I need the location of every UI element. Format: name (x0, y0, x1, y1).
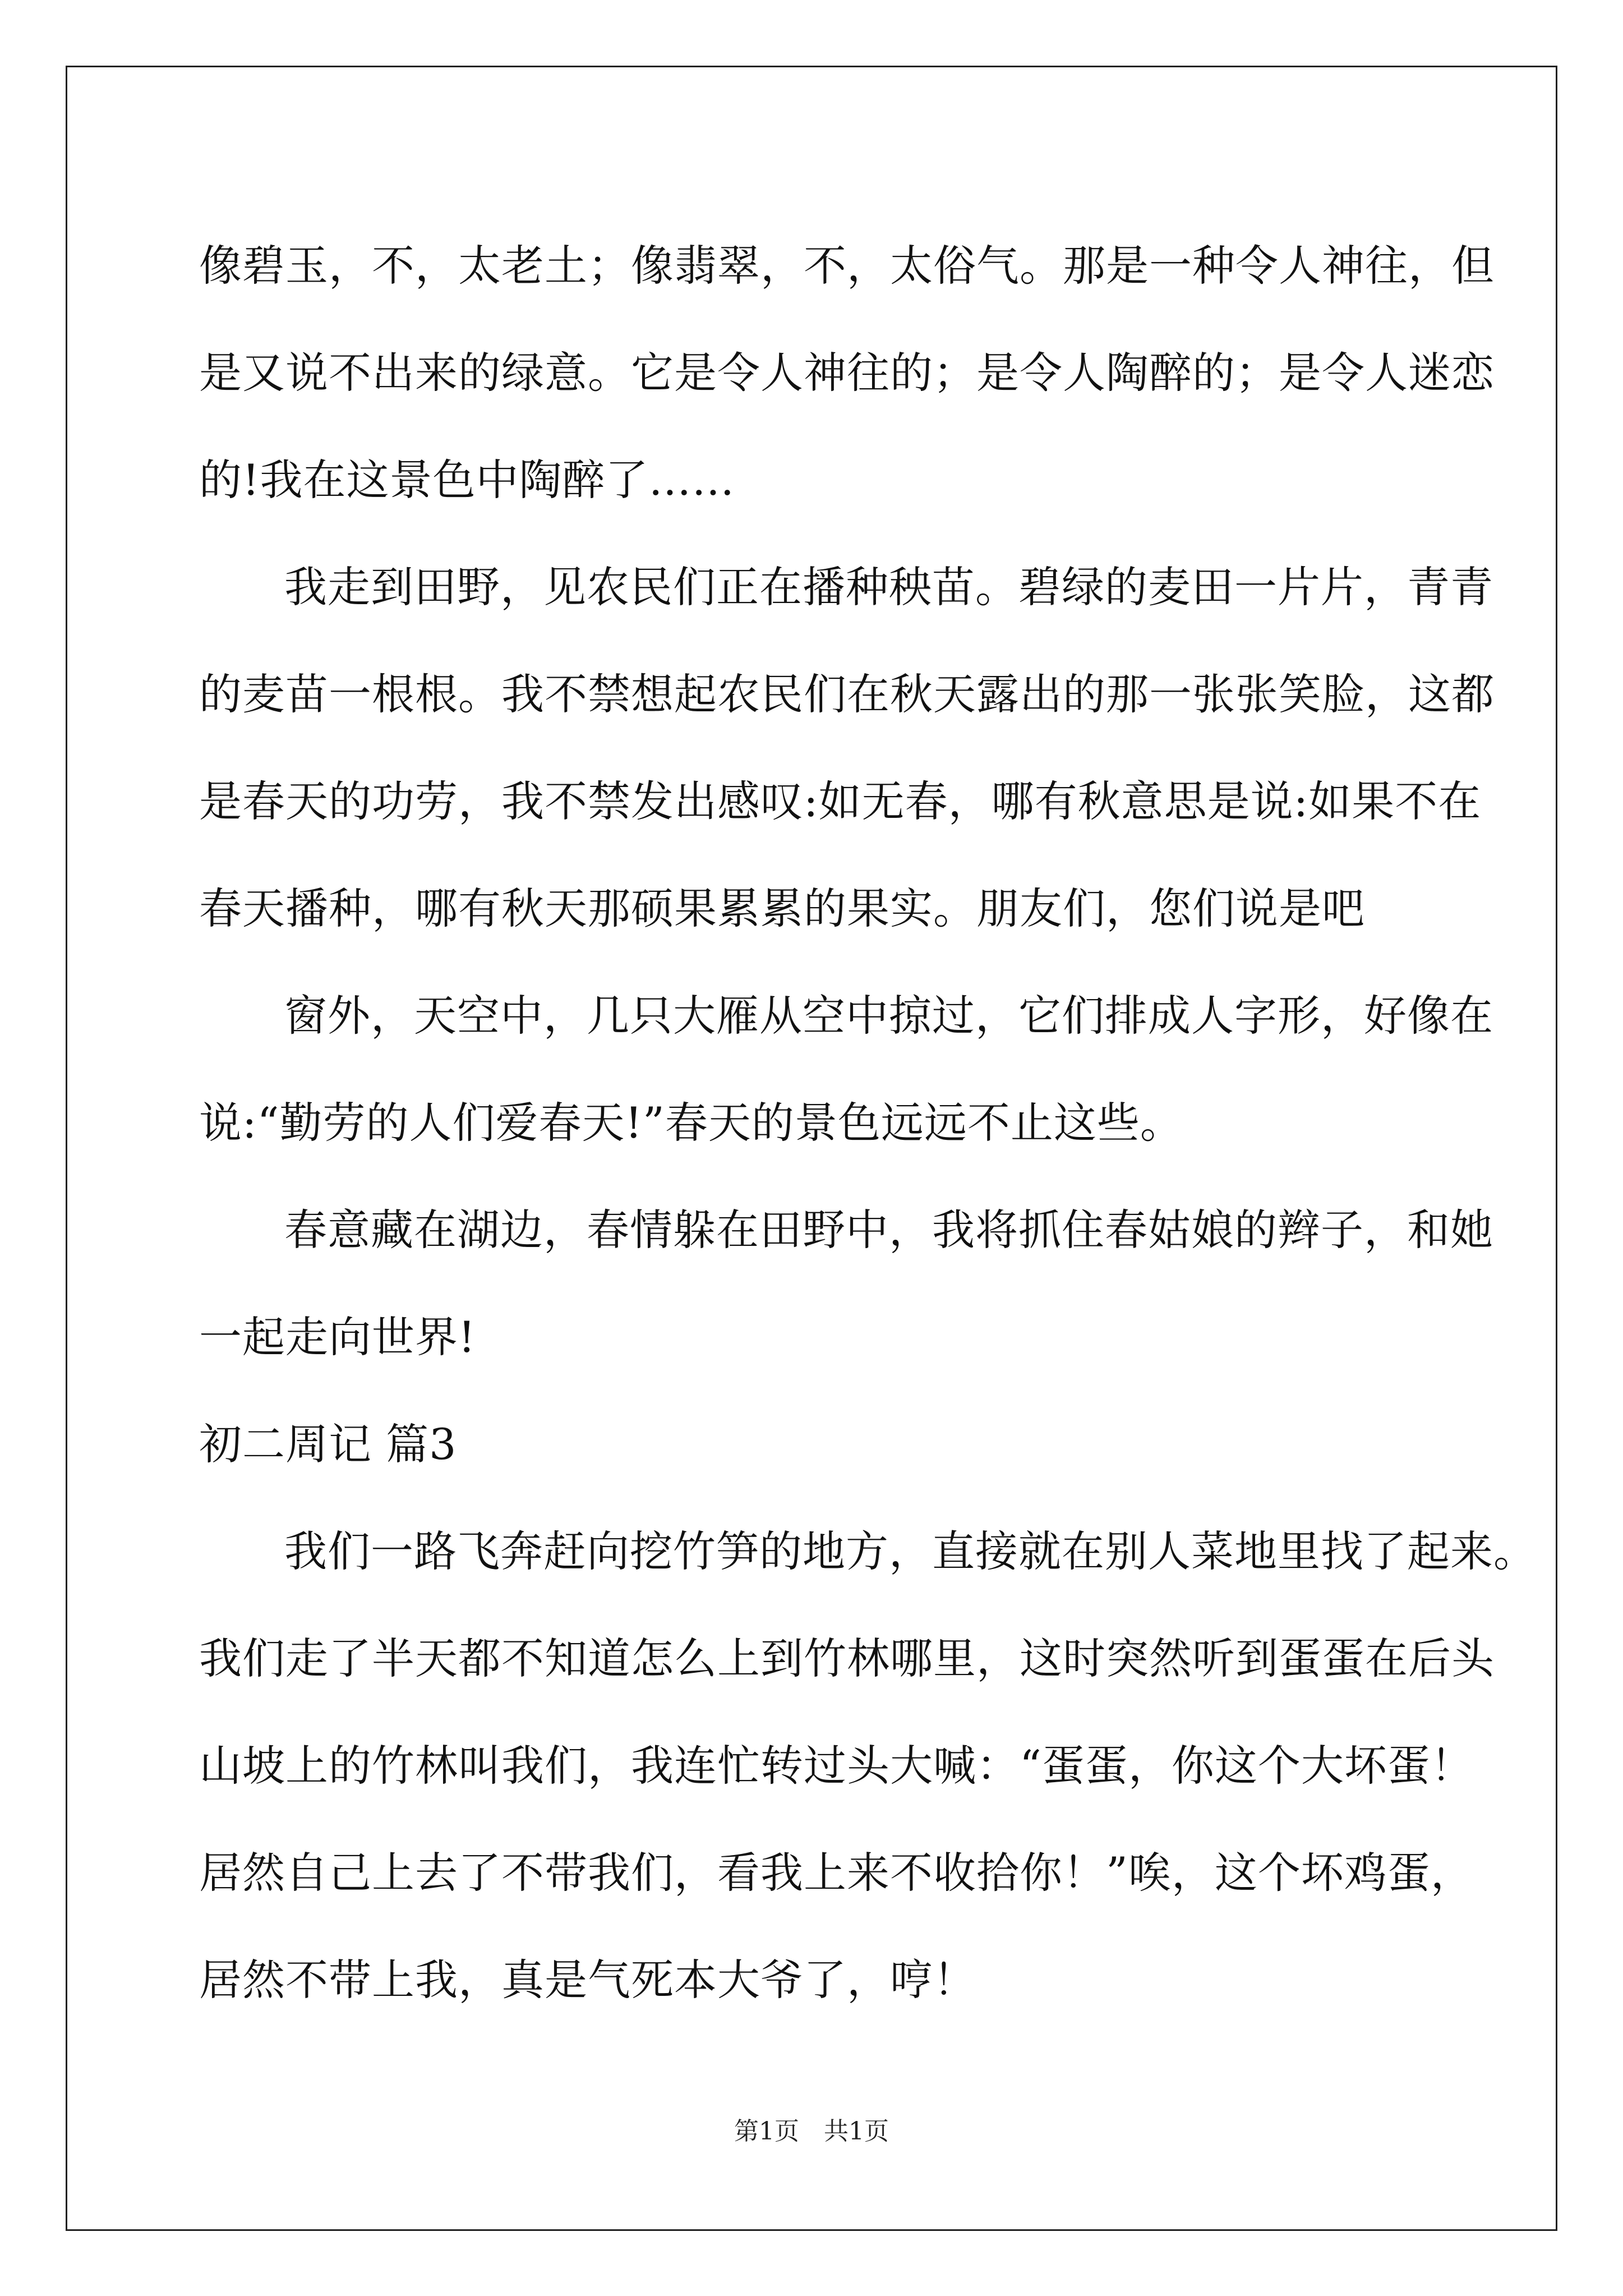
text-line-5: 的麦苗一根根。我不禁想起农民们在秋天露出的那一张张笑脸，这都 (199, 669, 1495, 719)
text-line-15: 山坡上的竹林叫我们，我连忙转过头大喊：“蛋蛋，你这个大坏蛋！ (199, 1741, 1474, 1791)
text-line-16: 居然自己上去了不带我们，看我上来不收拾你！”唉，这个坏鸡蛋， (199, 1848, 1474, 1898)
text-line-6: 是春天的功劳，我不禁发出感叹:如无春，哪有秋意思是说:如果不在 (199, 776, 1482, 826)
text-line-17: 居然不带上我，真是气死本大爷了，哼！ (199, 1955, 976, 2005)
document-body (199, 212, 1537, 2033)
text-line-1: 像碧玉，不，太老土；像翡翠，不，太俗气。那是一种令人神往，但 (199, 241, 1495, 291)
text-line-14: 我们走了半天都不知道怎么上到竹林哪里，这时突然听到蛋蛋在后头 (199, 1634, 1495, 1683)
text-line-2: 是又说不出来的绿意。它是令人神往的；是令人陶醉的；是令人迷恋 (199, 348, 1495, 398)
text-line-10: 春意藏在湖边，春情躲在田野中，我将抓住春姑娘的辫子，和她 (284, 1205, 1493, 1255)
text-line-8: 窗外，天空中，几只大雁从空中掠过，它们排成人字形，好像在 (284, 991, 1493, 1041)
page-number-footer: 第1页 共1页 (734, 2117, 889, 2146)
text-line-9: 说:“勤劳的人们爱春天!”春天的景色远远不止这些。 (199, 1098, 1183, 1148)
section-heading: 初二周记 篇3 (199, 1419, 457, 1469)
text-line-11: 一起走向世界! (199, 1312, 476, 1362)
text-line-3: 的!我在这景色中陶醉了…… (199, 455, 735, 505)
text-line-4: 我走到田野，见农民们正在播种秧苗。碧绿的麦田一片片，青青 (284, 562, 1493, 612)
text-line-7: 春天播种，哪有秋天那硕果累累的果实。朋友们，您们说是吧 (199, 884, 1365, 933)
text-line-13: 我们一路飞奔赶向挖竹笋的地方，直接就在别人菜地里找了起来。 (284, 1526, 1537, 1576)
